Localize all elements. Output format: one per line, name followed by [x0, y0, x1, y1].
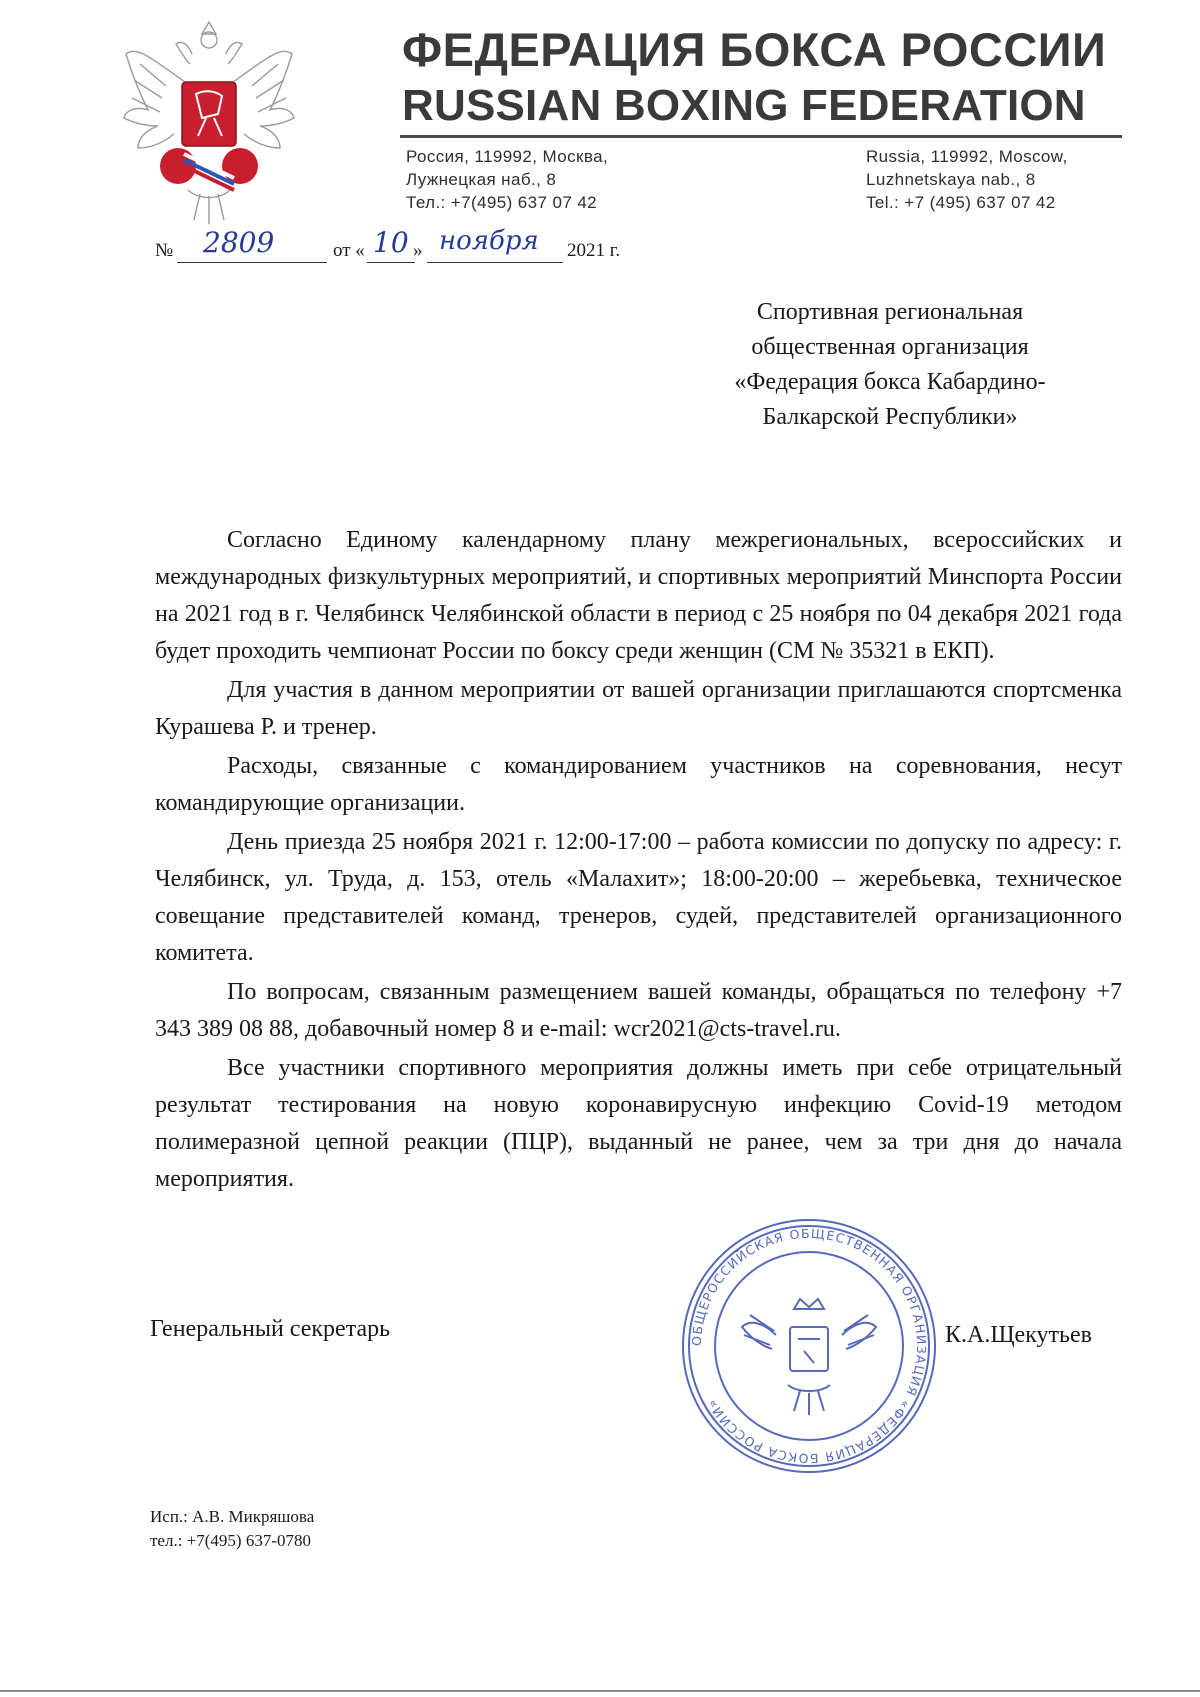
addressee-line: Спортивная региональная: [756, 299, 1024, 325]
federation-emblem-icon: [118, 14, 300, 232]
addressee-line: «Федерация бокса Кабардино-: [734, 369, 1046, 395]
body-paragraph: По вопросам, связанным размещением вашей команды, обращаться по телефону +7 343 389 08 88, добавочный номер 8 и e-mail: wcr2021@cts-travel.ru.: [155, 979, 1122, 1042]
close-quote: »: [413, 240, 423, 261]
svg-text:ОБЩЕРОССИЙСКАЯ ОБЩЕСТВЕННАЯ ОР: [689, 1226, 929, 1466]
letterhead-title: [402, 22, 1122, 134]
addressee-line: Балкарской Республики»: [762, 404, 1018, 430]
letter-body: [155, 522, 1122, 1200]
address-en-line: Russia, 119992, Moscow,: [866, 147, 1068, 166]
registration-month: ноября: [439, 226, 539, 256]
address-ru: [406, 145, 608, 214]
page-bottom-edge: [0, 1690, 1200, 1692]
org-name-en: RUSSIAN BOXING FEDERATION: [402, 81, 1086, 130]
registration-day: 10: [373, 226, 409, 259]
signatory-title: Генеральный секретарь: [150, 1316, 391, 1342]
org-name-ru: ФЕДЕРАЦИЯ БОКСА РОССИИ: [402, 23, 1107, 76]
signatory-name: К.А.Щекутьев: [945, 1322, 1092, 1348]
address-ru-line: Россия, 119992, Москва,: [406, 147, 609, 166]
body-paragraph: Все участники спортивного мероприятия должны иметь при себе отрицательный результат тестирования на новую коронавирусную инфекцию Covid-19 методом полимеразной цепной реакции (ПЦР), выданный не ранее, чем за три дня до начала мероприятия.: [155, 1055, 1122, 1192]
from-label: от «: [333, 240, 365, 261]
letterhead-divider: [400, 135, 1122, 138]
executor-name: Исп.: А.В. Микряшова: [150, 1507, 315, 1526]
official-stamp-icon: [678, 1215, 940, 1477]
address-ru-line: Лужнецкая наб., 8: [406, 170, 557, 189]
address-en-line: Tel.: +7 (495) 637 07 42: [866, 193, 1056, 212]
registration-year: 2021 г.: [567, 240, 621, 261]
body-paragraph: Для участия в данном мероприятии от вашей организации приглашаются спортсменка Курашева Р. и тренер.: [155, 677, 1122, 740]
body-paragraph: День приезда 25 ноября 2021 г. 12:00-17:00 – работа комиссии по допуску по адресу: г. Челябинск, ул. Труда, д. 153, отель «Малахит»; 18:00-20:00 – жеребьевка, техническое совещание представителей команд, тренеров, судей, представителей организационного комитета.: [155, 829, 1122, 966]
number-label: №: [155, 240, 174, 261]
body-paragraph: Расходы, связанные с командированием участников на соревнования, несут командирующие организации.: [155, 753, 1122, 816]
addressee-block: [660, 295, 1120, 435]
registration-number: 2809: [203, 226, 275, 259]
executor-phone: тел.: +7(495) 637-0780: [150, 1531, 312, 1550]
address-en-line: Luzhnetskaya nab., 8: [866, 170, 1036, 189]
stamp-ring-text: ОБЩЕРОССИЙСКАЯ ОБЩЕСТВЕННАЯ ОРГАНИЗАЦИЯ «ФЕДЕРАЦИЯ БОКСА РОССИИ»: [688, 1225, 930, 1467]
addressee-line: общественная организация: [751, 334, 1029, 360]
address-en: [866, 145, 1068, 214]
body-paragraph: Согласно Единому календарному плану межрегиональных, всероссийских и международных физкультурных мероприятий, и спортивных мероприятий Минспорта России на 2021 год в г. Челябинск Челябинской области в период с 25 ноября по 04 декабря 2021 года будет проходить чемпионат России по боксу среди женщин (СМ № 35321 в ЕКП).: [155, 527, 1122, 664]
address-ru-line: Тел.: +7(495) 637 07 42: [406, 193, 598, 212]
executor-block: [150, 1505, 314, 1553]
